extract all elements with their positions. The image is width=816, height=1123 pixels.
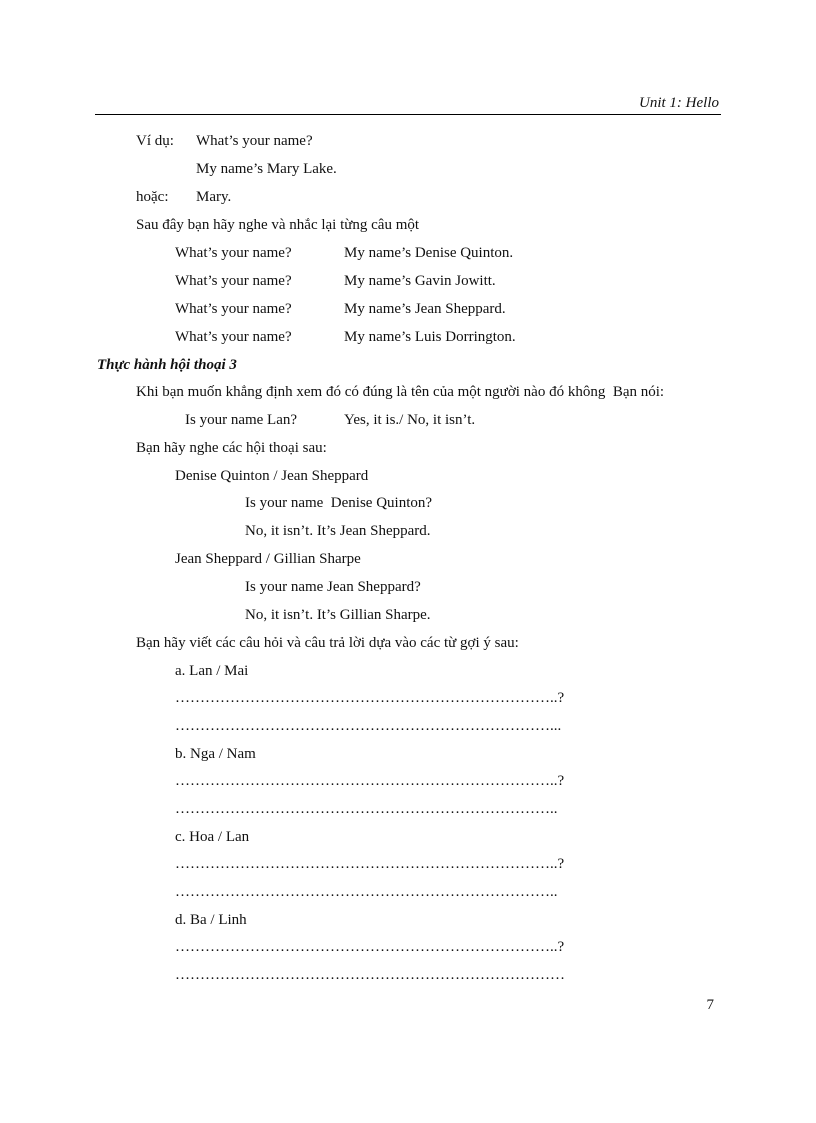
answer-blank[interactable]: …………………………………………………………………..	[175, 801, 558, 817]
listen-instruction: Bạn hãy nghe các hội thoại sau:	[136, 440, 327, 456]
drill-instruction: Sau đây bạn hãy nghe và nhắc lại từng câu một	[136, 217, 420, 233]
answer-blank[interactable]: …………………………………………………………………..?	[175, 856, 565, 872]
drill-question: What’s your name?	[175, 245, 292, 261]
dialogue-question: Is your name Denise Quinton?	[245, 495, 433, 511]
exercise-label: b. Nga / Nam	[175, 746, 256, 762]
example-alt-label: hoặc:	[136, 189, 169, 205]
dialogue-answer: No, it isn’t. It’s Gillian Sharpe.	[245, 607, 431, 623]
drill-answer: My name’s Denise Quinton.	[344, 245, 514, 261]
example-answer: My name’s Mary Lake.	[196, 161, 337, 177]
section-intro: Khi bạn muốn khẳng định xem đó có đúng là tên của một người nào đó không Bạn nói:	[136, 384, 665, 400]
example-label: Ví dụ:	[136, 133, 174, 149]
drill-answer: My name’s Gavin Jowitt.	[344, 273, 496, 289]
answer-blank[interactable]: …………………………………………………………………...	[175, 718, 562, 734]
drill-answer: My name’s Luis Dorrington.	[344, 329, 516, 345]
section-title: Thực hành hội thoại 3	[97, 357, 237, 373]
dialogue-question: Is your name Jean Sheppard?	[245, 579, 421, 595]
exercise-label: a. Lan / Mai	[175, 663, 249, 679]
answer-blank[interactable]: …………………………………………………………………..?	[175, 773, 565, 789]
running-header: Unit 1: Hello	[639, 95, 719, 111]
header-rule	[95, 114, 721, 115]
dialogue-answer: No, it isn’t. It’s Jean Sheppard.	[245, 523, 431, 539]
drill-question: What’s your name?	[175, 273, 292, 289]
drill-question: What’s your name?	[175, 329, 292, 345]
answer-blank[interactable]: …………………………………………………………………..	[175, 884, 558, 900]
answer-blank[interactable]: …………………………………………………………………..?	[175, 690, 565, 706]
example-alt-answer: Mary.	[196, 189, 232, 205]
exercise-label: c. Hoa / Lan	[175, 829, 250, 845]
exercise-label: d. Ba / Linh	[175, 912, 247, 928]
answer-blank[interactable]: …………………………………………………………………..?	[175, 939, 565, 955]
drill-answer: My name’s Jean Sheppard.	[344, 301, 506, 317]
write-instruction: Bạn hãy viết các câu hỏi và câu trả lời dựa vào các từ gợi ý sau:	[136, 635, 519, 651]
example-question: What’s your name?	[196, 133, 313, 149]
drill-question: What’s your name?	[175, 301, 292, 317]
dialogue-pair: Denise Quinton / Jean Sheppard	[175, 468, 369, 484]
example-question: Is your name Lan?	[185, 412, 298, 428]
example-answer: Yes, it is./ No, it isn’t.	[344, 412, 476, 428]
page-number: 7	[706, 997, 714, 1013]
answer-blank[interactable]: ……………………………………………………………………	[175, 967, 565, 983]
dialogue-pair: Jean Sheppard / Gillian Sharpe	[175, 551, 361, 567]
